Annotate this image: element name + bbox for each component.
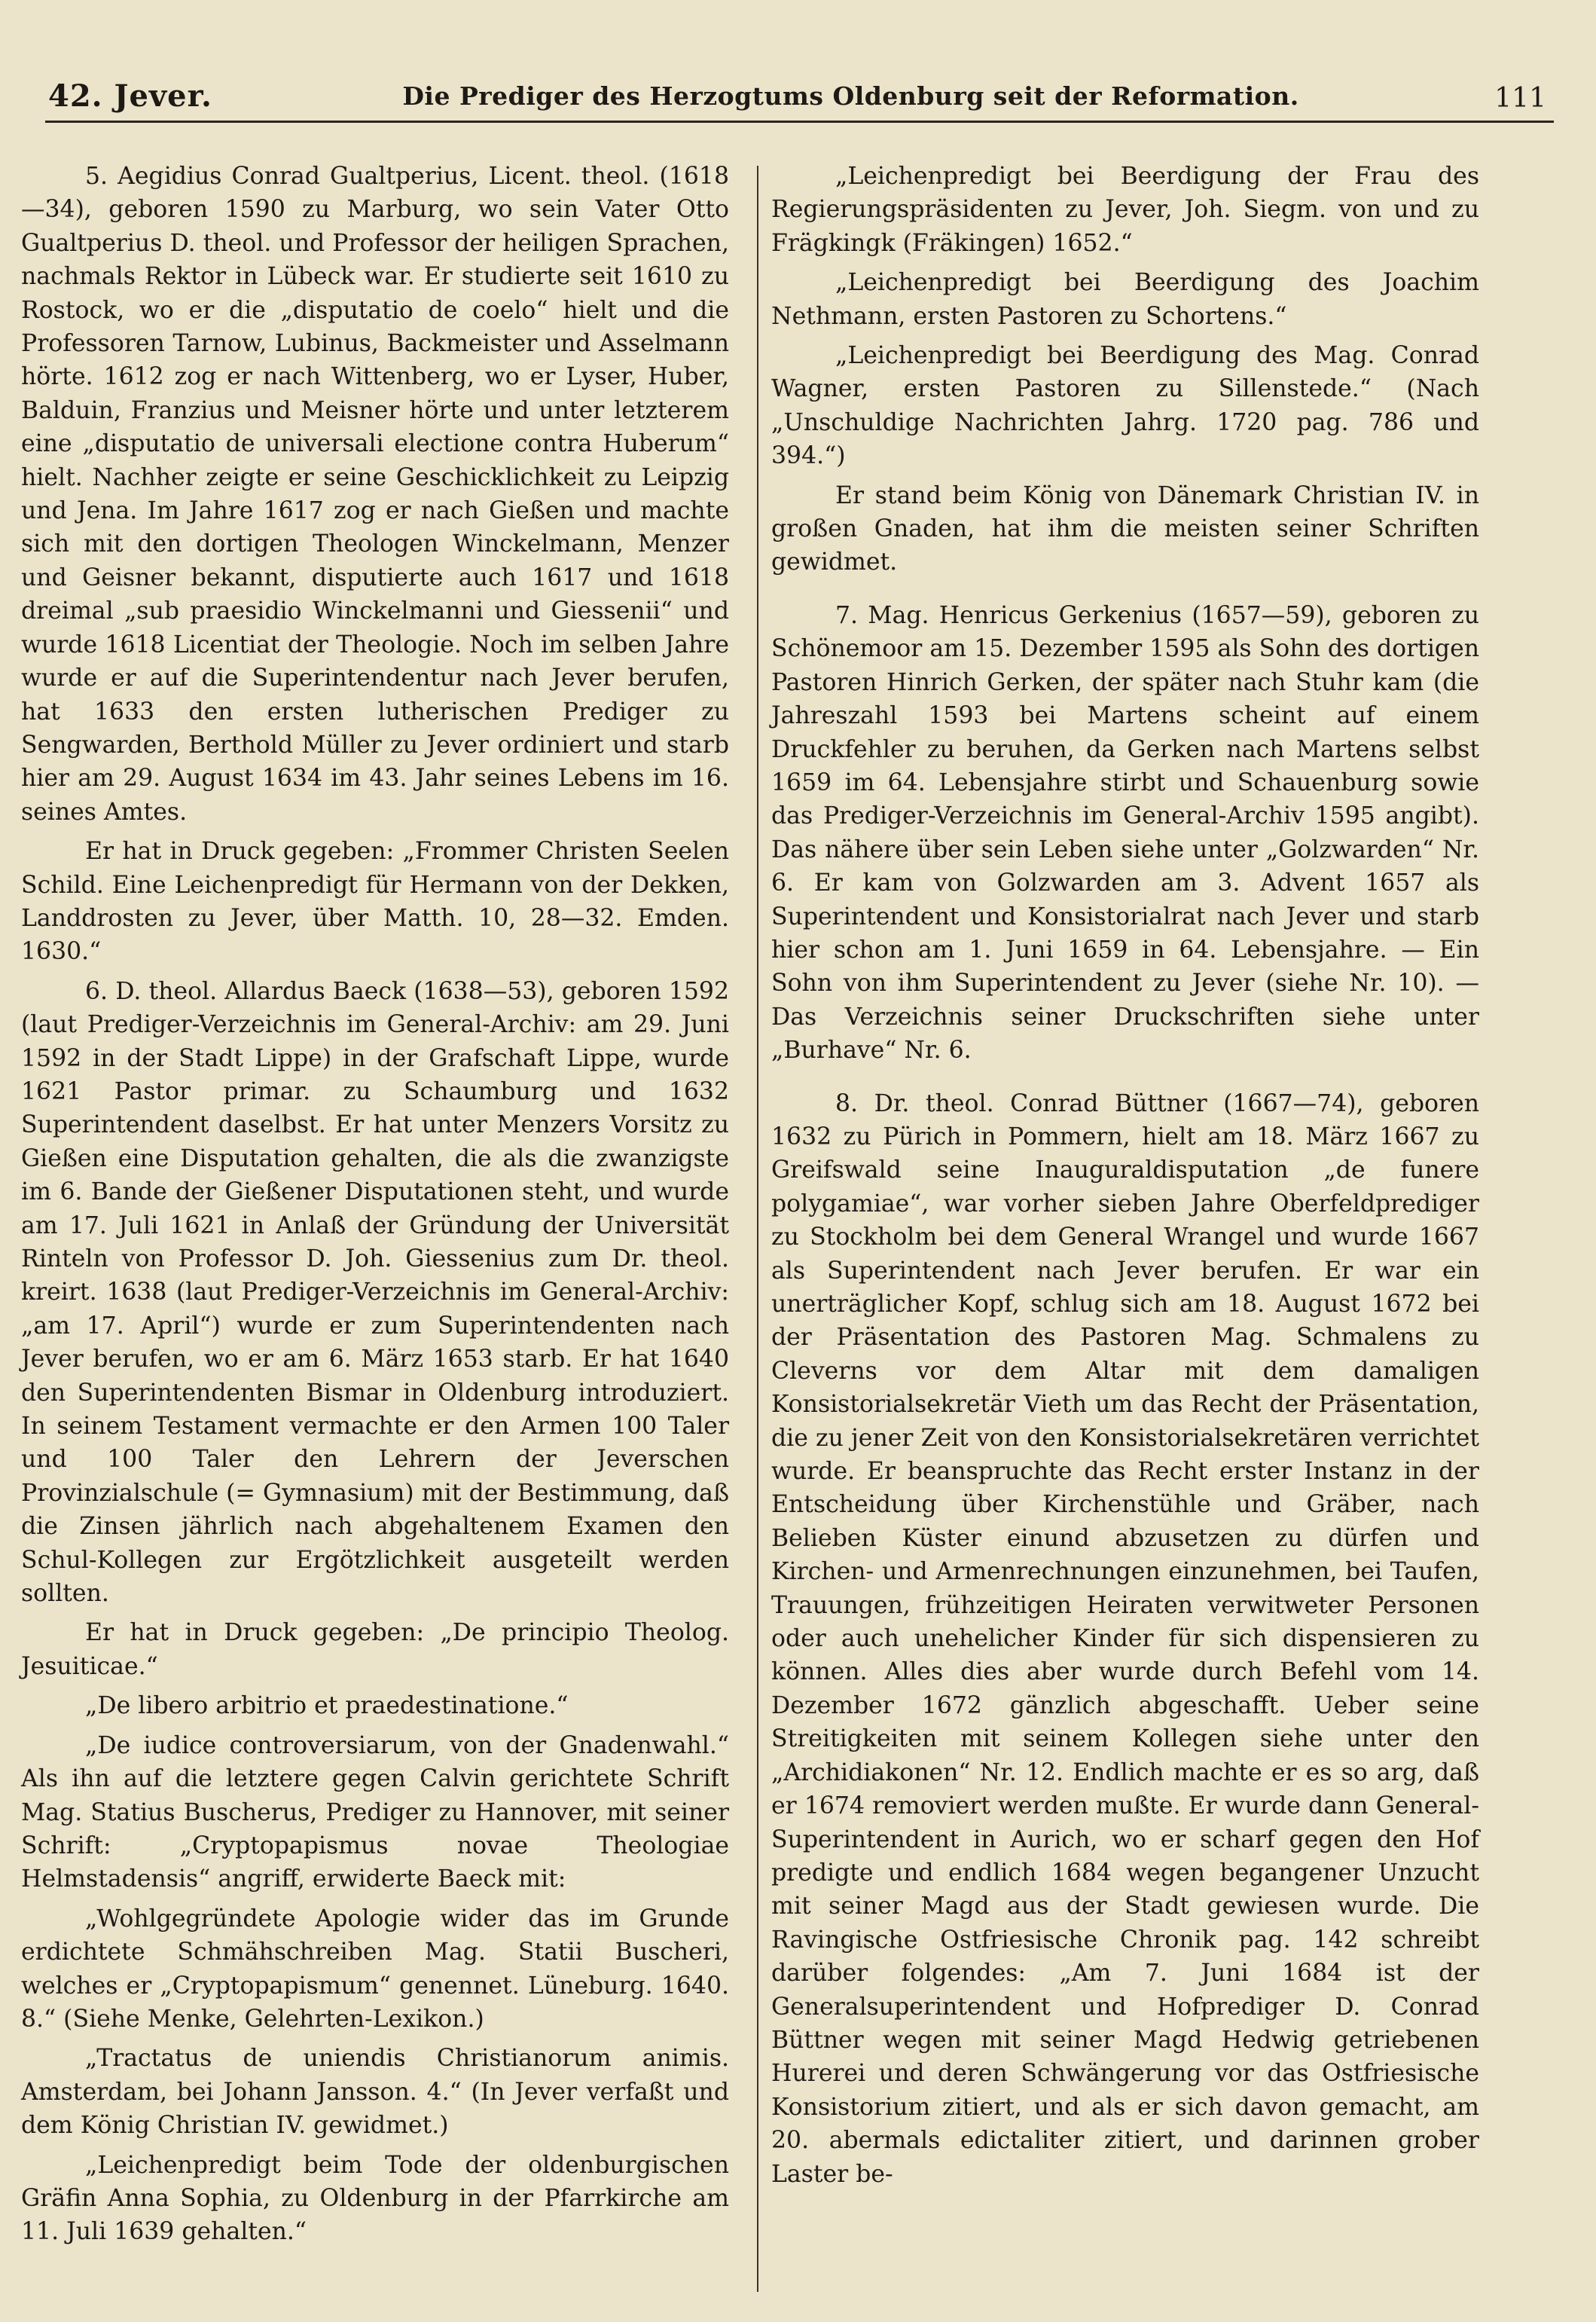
paragraph: 7. Mag. Henricus Gerkenius (1657—59), geboren zu Schönemoor am 15. Dezember 1595 als Sohn des dortigen Pastoren Hinrich Gerken, der später nach Stuhr kam (die Jahreszahl 1593 bei Martens scheint auf einem Druckfehler zu beruhen, da Gerken nach Martens selbst 1659 im 64. Lebensjahre stirbt und Schauenburg sowie das Prediger-Verzeichnis im General-Archiv 1595 angibt). Das nähere über sein Leben siehe unter „Golzwarden“ Nr. 6. Er kam von Golzwarden am 3. Advent 1657 als Superintendent und Konsistorialrat nach Jever und starb hier schon am 1. Juni 1659 in 64. Lebensjahre. — Ein Sohn von ihm Superintendent zu Jever (siehe Nr. 10). — Das Verzeichnis seiner Druckschriften siehe unter „Burhave“ Nr. 6. xyxy=(771,601,1479,1065)
paragraph: 8. Dr. theol. Conrad Büttner (1667—74), geboren 1632 zu Pürich in Pommern, hielt am 18. März 1667 zu Greifswald seine Inauguraldisputation „de funere polygamiae“, war vorher sieben Jahre Oberfeldprediger zu Stockholm bei dem General Wrangel und wurde 1667 als Superintendent nach Jever berufen. Er war ein unerträglicher Kopf, schlug sich am 18. August 1672 bei der Präsentation des Pastoren Mag. Schmalens zu Cleverns vor dem Altar mit dem damaligen Konsistorialsekretär Vieth um das Recht der Präsentation, die zu jener Zeit von den Konsistorialsekretären verrichtet wurde. Er beanspruchte das Recht erster Instanz in der Entscheidung über Kirchenstühle und Gräber, nach Belieben Küster einund abzusetzen zu dürfen und Kirchen- und Armenrechnungen einzunehmen, bei Taufen, Trauungen, frühzeitigen Heiraten verwitweter Personen oder auch unehelicher Kinder für sich dispensieren zu können. Alles dies aber wurde durch Befehl vom 14. Dezember 1672 gänzlich abgeschafft. Ueber seine Streitigkeiten mit seinem Kollegen siehe unter den „Archidiakonen“ Nr. 12. Endlich machte er es so arg, daß er 1674 removiert werden mußte. Er wurde dann General-Superintendent in Aurich, wo er scharf gegen den Hof predigte und endlich 1684 wegen begangener Unzucht mit seiner Magd aus der Stadt gewiesen wurde. Die Ravingische Ostfriesische Chronik pag. 142 schreibt darüber folgendes: „Am 7. Juni 1684 ist der Generalsuperintendent und Hofprediger D. Conrad Büttner wegen mit seiner Magd Hedwig getriebenen Hurerei und deren Schwängerung vor das Ostfriesische Konsistorium zitiert, und als er sich davon gemacht, am 20. abermals edictaliter zitiert, und darinnen grober Laster be- xyxy=(771,1089,1479,2188)
column-divider xyxy=(757,166,758,2292)
paragraph: Er hat in Druck gegeben: „Frommer Christen Seelen Schild. Eine Leichenpredigt für Hermann von der Dekken, Landdrosten zu Jever, über Matth. 10, 28—32. Emden. 1630.“ xyxy=(21,838,729,966)
paragraph: „Wohlgegründete Apologie wider das im Grunde erdichtete Schmähschreiben Mag. Statii Buscheri, welches er „Cryptopapismum“ genennet. Lüneburg. 1640. 8.“ (Siehe Menke, Gelehrten-Lexikon.) xyxy=(21,1905,729,2033)
paragraph: „Tractatus de uniendis Christianorum animis. Amsterdam, bei Johann Jansson. 4.“ (In Jever verfaßt und dem König Christian IV. gewidmet.) xyxy=(21,2045,729,2140)
section-label: 42. Jever. xyxy=(48,78,212,114)
page-number: 111 xyxy=(1494,83,1546,114)
page-header xyxy=(45,72,1551,125)
paragraph: Er hat in Druck gegeben: „De principio Theolog. Jesuiticae.“ xyxy=(21,1619,729,1680)
paragraph: „Leichenpredigt beim Tode der oldenburgischen Gräfin Anna Sophia, zu Oldenburg in der Pfarrkirche am 11. Juli 1639 gehalten.“ xyxy=(21,2151,729,2246)
paragraph: „De libero arbitrio et praedestinatione.“ xyxy=(85,1692,569,1720)
running-title: Die Prediger des Herzogtums Oldenburg seit der Reformation. xyxy=(402,81,1299,111)
right-column xyxy=(771,160,1479,2197)
paragraph: „Leichenpredigt bei Beerdigung der Frau des Regierungspräsidenten zu Jever, Joh. Siegm. von und zu Frägkingk (Fräkingen) 1652.“ xyxy=(771,163,1479,257)
paragraph: 6. D. theol. Allardus Baeck (1638—53), geboren 1592 (laut Prediger-Verzeichnis im General-Archiv: am 29. Juni 1592 in der Stadt Lippe) in der Grafschaft Lippe, wurde 1621 Pastor primar. zu Schaumburg und 1632 Superintendent daselbst. Er hat unter Menzers Vorsitz zu Gießen eine Disputation gehalten, die als die zwanzigste im 6. Bande der Gießener Disputationen steht, und wurde am 17. Juli 1621 in Anlaß der Gründung der Universität Rinteln von Professor D. Joh. Giessenius zum Dr. theol. kreirt. 1638 (laut Prediger-Verzeichnis im General-Archiv: „am 17. April“) wurde er zum Superintendenten nach Jever berufen, wo er am 6. März 1653 starb. Er hat 1640 den Superintendenten Bismar in Oldenburg introduziert. In seinem Testament vermachte er den Armen 100 Taler und 100 Taler den Lehrern der Jeverschen Provinzialschule (= Gymnasium) mit der Bestimmung, daß die Zinsen jährlich nach abgehaltenem Examen den Schul-Kollegen zur Ergötzlichkeit ausgeteilt werden sollten. xyxy=(21,977,729,1608)
left-column xyxy=(21,160,729,2255)
paragraph: „Leichenpredigt bei Beerdigung des Joachim Nethmann, ersten Pastoren zu Schortens.“ xyxy=(771,269,1479,330)
paragraph: Er stand beim König von Dänemark Christian IV. in großen Gnaden, hat ihm die meisten seiner Schriften gewidmet. xyxy=(771,481,1479,576)
paragraph: „De iudice controversiarum, von der Gnadenwahl.“ Als ihn auf die letztere gegen Calvin gerichtete Schrift Mag. Statius Buscherus, Prediger zu Hannover, mit seiner Schrift: „Cryptopapismus novae Theologiae Helmstadensis“ angriff, erwiderte Baeck mit: xyxy=(21,1731,729,1893)
paragraph: „Leichenpredigt bei Beerdigung des Mag. Conrad Wagner, ersten Pastoren zu Sillenstede.“ (Nach „Unschuldige Nachrichten Jahrg. 1720 pag. 786 und 394.“) xyxy=(771,342,1479,470)
paragraph: 5. Aegidius Conrad Gualtperius, Licent. theol. (1618—34), geboren 1590 zu Marburg, wo sein Vater Otto Gualtperius D. theol. und Professor der heiligen Sprachen, nachmals Rektor in Lübeck war. Er studierte seit 1610 zu Rostock, wo er die „disputatio de coelo“ hielt und die Professoren Tarnow, Lubinus, Backmeister und Asselmann hörte. 1612 zog er nach Wittenberg, wo er Lyser, Huber, Balduin, Franzius und Meisner hörte und unter letzterem eine „disputatio de universali electione contra Huberum“ hielt. Nachher zeigte er seine Geschicklichkeit zu Leipzig und Jena. Im Jahre 1617 zog er nach Gießen und machte sich mit den dortigen Theologen Winckelmann, Menzer und Geisner bekannt, disputierte auch 1617 und 1618 dreimal „sub praesidio Winckelmanni und Giessenii“ und wurde 1618 Licentiat der Theologie. Noch im selben Jahre wurde er auf die Superintendentur nach Jever berufen, hat 1633 den ersten lutherischen Prediger zu Sengwarden, Berthold Müller zu Jever ordiniert und starb hier am 29. August 1634 im 43. Jahr seines Lebens im 16. seines Amtes. xyxy=(21,163,729,826)
header-rule xyxy=(45,121,1554,123)
